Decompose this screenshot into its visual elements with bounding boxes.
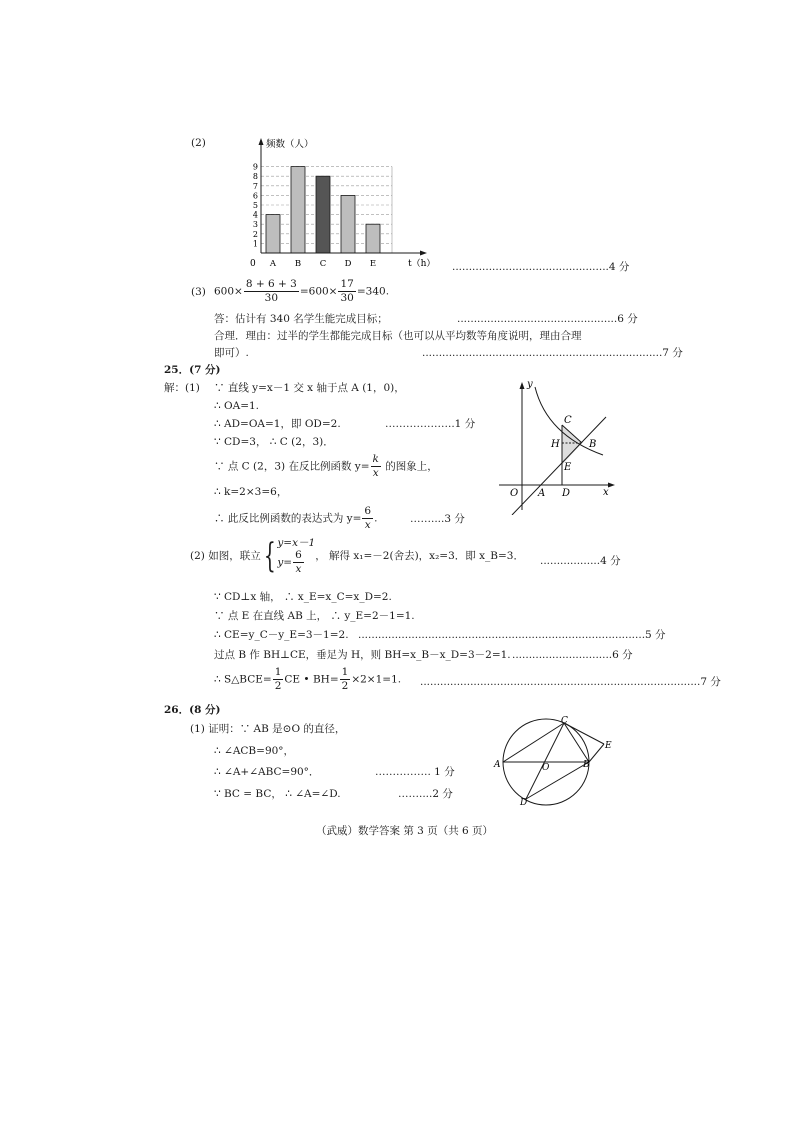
q25-solve-label: 解：(1): [164, 382, 200, 394]
figure-26: [492, 712, 622, 812]
label-x: x: [603, 487, 609, 498]
q26-line1: (1) 证明：∵ AB 是⊙O 的直径，: [190, 723, 346, 735]
label-b: B: [589, 439, 597, 450]
label-c: C: [564, 415, 572, 426]
q25-m5: ∴ S△BCE= $\frac{1}{2}$ CE • BH= $\frac{1}{2}$ ×2×1=1.: [214, 666, 402, 693]
part3-reason-line1: 合理．理由：过半的学生都能完成目标（也可以从平均数等角度说明，理由合理: [214, 330, 582, 342]
label-h: H: [551, 439, 560, 450]
y-tick-label: 8: [252, 172, 258, 182]
bar-B: [291, 167, 305, 253]
chart-xlabel: t（h）: [408, 259, 436, 269]
y-axis-arrow-icon: [259, 138, 264, 145]
x-axis-arrow-icon: [420, 251, 427, 256]
x-tick-label: A: [269, 259, 277, 269]
bar-C: [316, 176, 330, 253]
q25-line7: ∴ 此反比例函数的表达式为 y= $\frac{6}{x}$ .: [214, 505, 378, 532]
label-y: y: [527, 379, 533, 390]
x-tick-label: C: [319, 259, 327, 269]
brace-icon: {: [263, 536, 276, 577]
part2-score: ...............................................4 分: [452, 261, 630, 273]
y-tick-label: 3: [252, 220, 258, 230]
figure-25: [495, 375, 620, 515]
chart-origin: 0: [250, 259, 256, 269]
label-a: A: [538, 488, 546, 499]
x-tick-label: B: [294, 259, 302, 269]
label-d: D: [562, 488, 571, 499]
y-tick-label: 2: [252, 229, 258, 239]
y-tick-label: 5: [252, 201, 258, 210]
q25-m3: ∴ CE=y_C－y_E=3－1=2.: [214, 629, 349, 641]
bar-chart: [240, 136, 440, 276]
q25-line6: ∴ k=2×3=6，: [214, 486, 288, 498]
page-footer: （武威）数学答案 第 3 页（共 6 页）: [316, 825, 494, 837]
y-tick-label: 9: [252, 162, 258, 172]
q25-line2: ∴ OA=1.: [214, 400, 260, 412]
q25-m2: ∵ 点 E 在直线 AB 上， ∴ y_E=2－1=1.: [214, 610, 415, 622]
q26-line2: ∴ ∠ACB=90°，: [214, 745, 295, 757]
part3-answer-score: ................................................6 分: [457, 313, 638, 325]
label-d: D: [520, 798, 528, 808]
x-tick-label: D: [344, 259, 352, 269]
bar-D: [341, 195, 355, 253]
q25-part2-score: ..................4 分: [540, 555, 621, 567]
q26-line3: ∴ ∠A+∠ABC=90°．: [214, 766, 320, 778]
q25-m3-score: ......................................................................................5 分: [358, 629, 666, 641]
q26-line4-score: ……....2 分: [398, 788, 453, 800]
part3-answer: 答：估计有 340 名学生能完成目标；: [214, 313, 388, 325]
label-e: E: [564, 462, 572, 473]
shaded-region: [562, 425, 582, 465]
q25-line7-score: ……....3 分: [410, 513, 465, 525]
y-tick-label: 7: [252, 181, 258, 191]
q25-line4: ∵ CD=3， ∴ C (2，3)．: [214, 436, 334, 448]
part3-expression: 600× $\frac{8 + 6 + 3}{30}$ =600× $\frac{17}{30}$ =340.: [214, 278, 390, 305]
q25-line1: ∵ 直线 y=x－1 交 x 轴于点 A (1，0)，: [214, 382, 405, 394]
line-ab: [512, 417, 606, 515]
q25-line3: ∴ AD=OA=1，即 OD=2.: [214, 418, 341, 430]
y-tick-label: 4: [252, 210, 258, 220]
y-arrow-icon: [520, 382, 525, 389]
y-tick-label: 1: [252, 239, 258, 249]
label-o: O: [510, 488, 519, 499]
q25-m4: 过点 B 作 BH⊥CE，垂足为 H，则 BH=x_B－x_D=3－2=1.: [214, 649, 511, 661]
part3-reason-line2: 即可）.: [214, 347, 249, 359]
label-e: E: [605, 741, 612, 751]
label-b: B: [583, 760, 590, 770]
bar-A: [266, 215, 280, 253]
q26-line4: ∵ BC = BC， ∴ ∠A=∠D.: [214, 788, 341, 800]
part3-reason-score: ........................................................................7 分: [422, 347, 683, 359]
y-tick-label: 6: [252, 191, 258, 201]
q25-m1: ∵ CD⊥x 轴， ∴ x_E=x_C=x_D=2.: [214, 591, 392, 603]
q25-m4-score: ..............................6 分: [512, 649, 633, 661]
chart-ylabel: 频数（人）: [266, 139, 314, 150]
x-arrow-icon: [608, 483, 615, 488]
q26-line3-score: ……………. 1 分: [375, 766, 455, 778]
label-c: C: [561, 716, 568, 726]
part2-label: (2): [191, 137, 206, 149]
label-o: O: [542, 763, 550, 773]
x-tick-label: E: [369, 259, 377, 269]
q25-m5-score: ....................................................................................7 分: [420, 676, 721, 688]
q26-header: 26．(8 分): [164, 704, 221, 716]
q25-line5: ∵ 点 C (2，3) 在反比例函数 y= $\frac{k}{x}$ 的图象上，: [214, 453, 438, 480]
q25-part2-system: (2) 如图，联立{ y=x－1 y= $\frac{6}{x}$ ， 解得 x₁=－2(舍去)，x₂=3．即 x_B=3．: [190, 536, 524, 577]
q25-header: 25．(7 分): [164, 364, 221, 376]
part3-label: (3): [191, 286, 206, 298]
q25-line3-score: ………………..1 分: [385, 418, 476, 430]
bar-E: [366, 224, 380, 253]
label-a: A: [494, 760, 501, 770]
